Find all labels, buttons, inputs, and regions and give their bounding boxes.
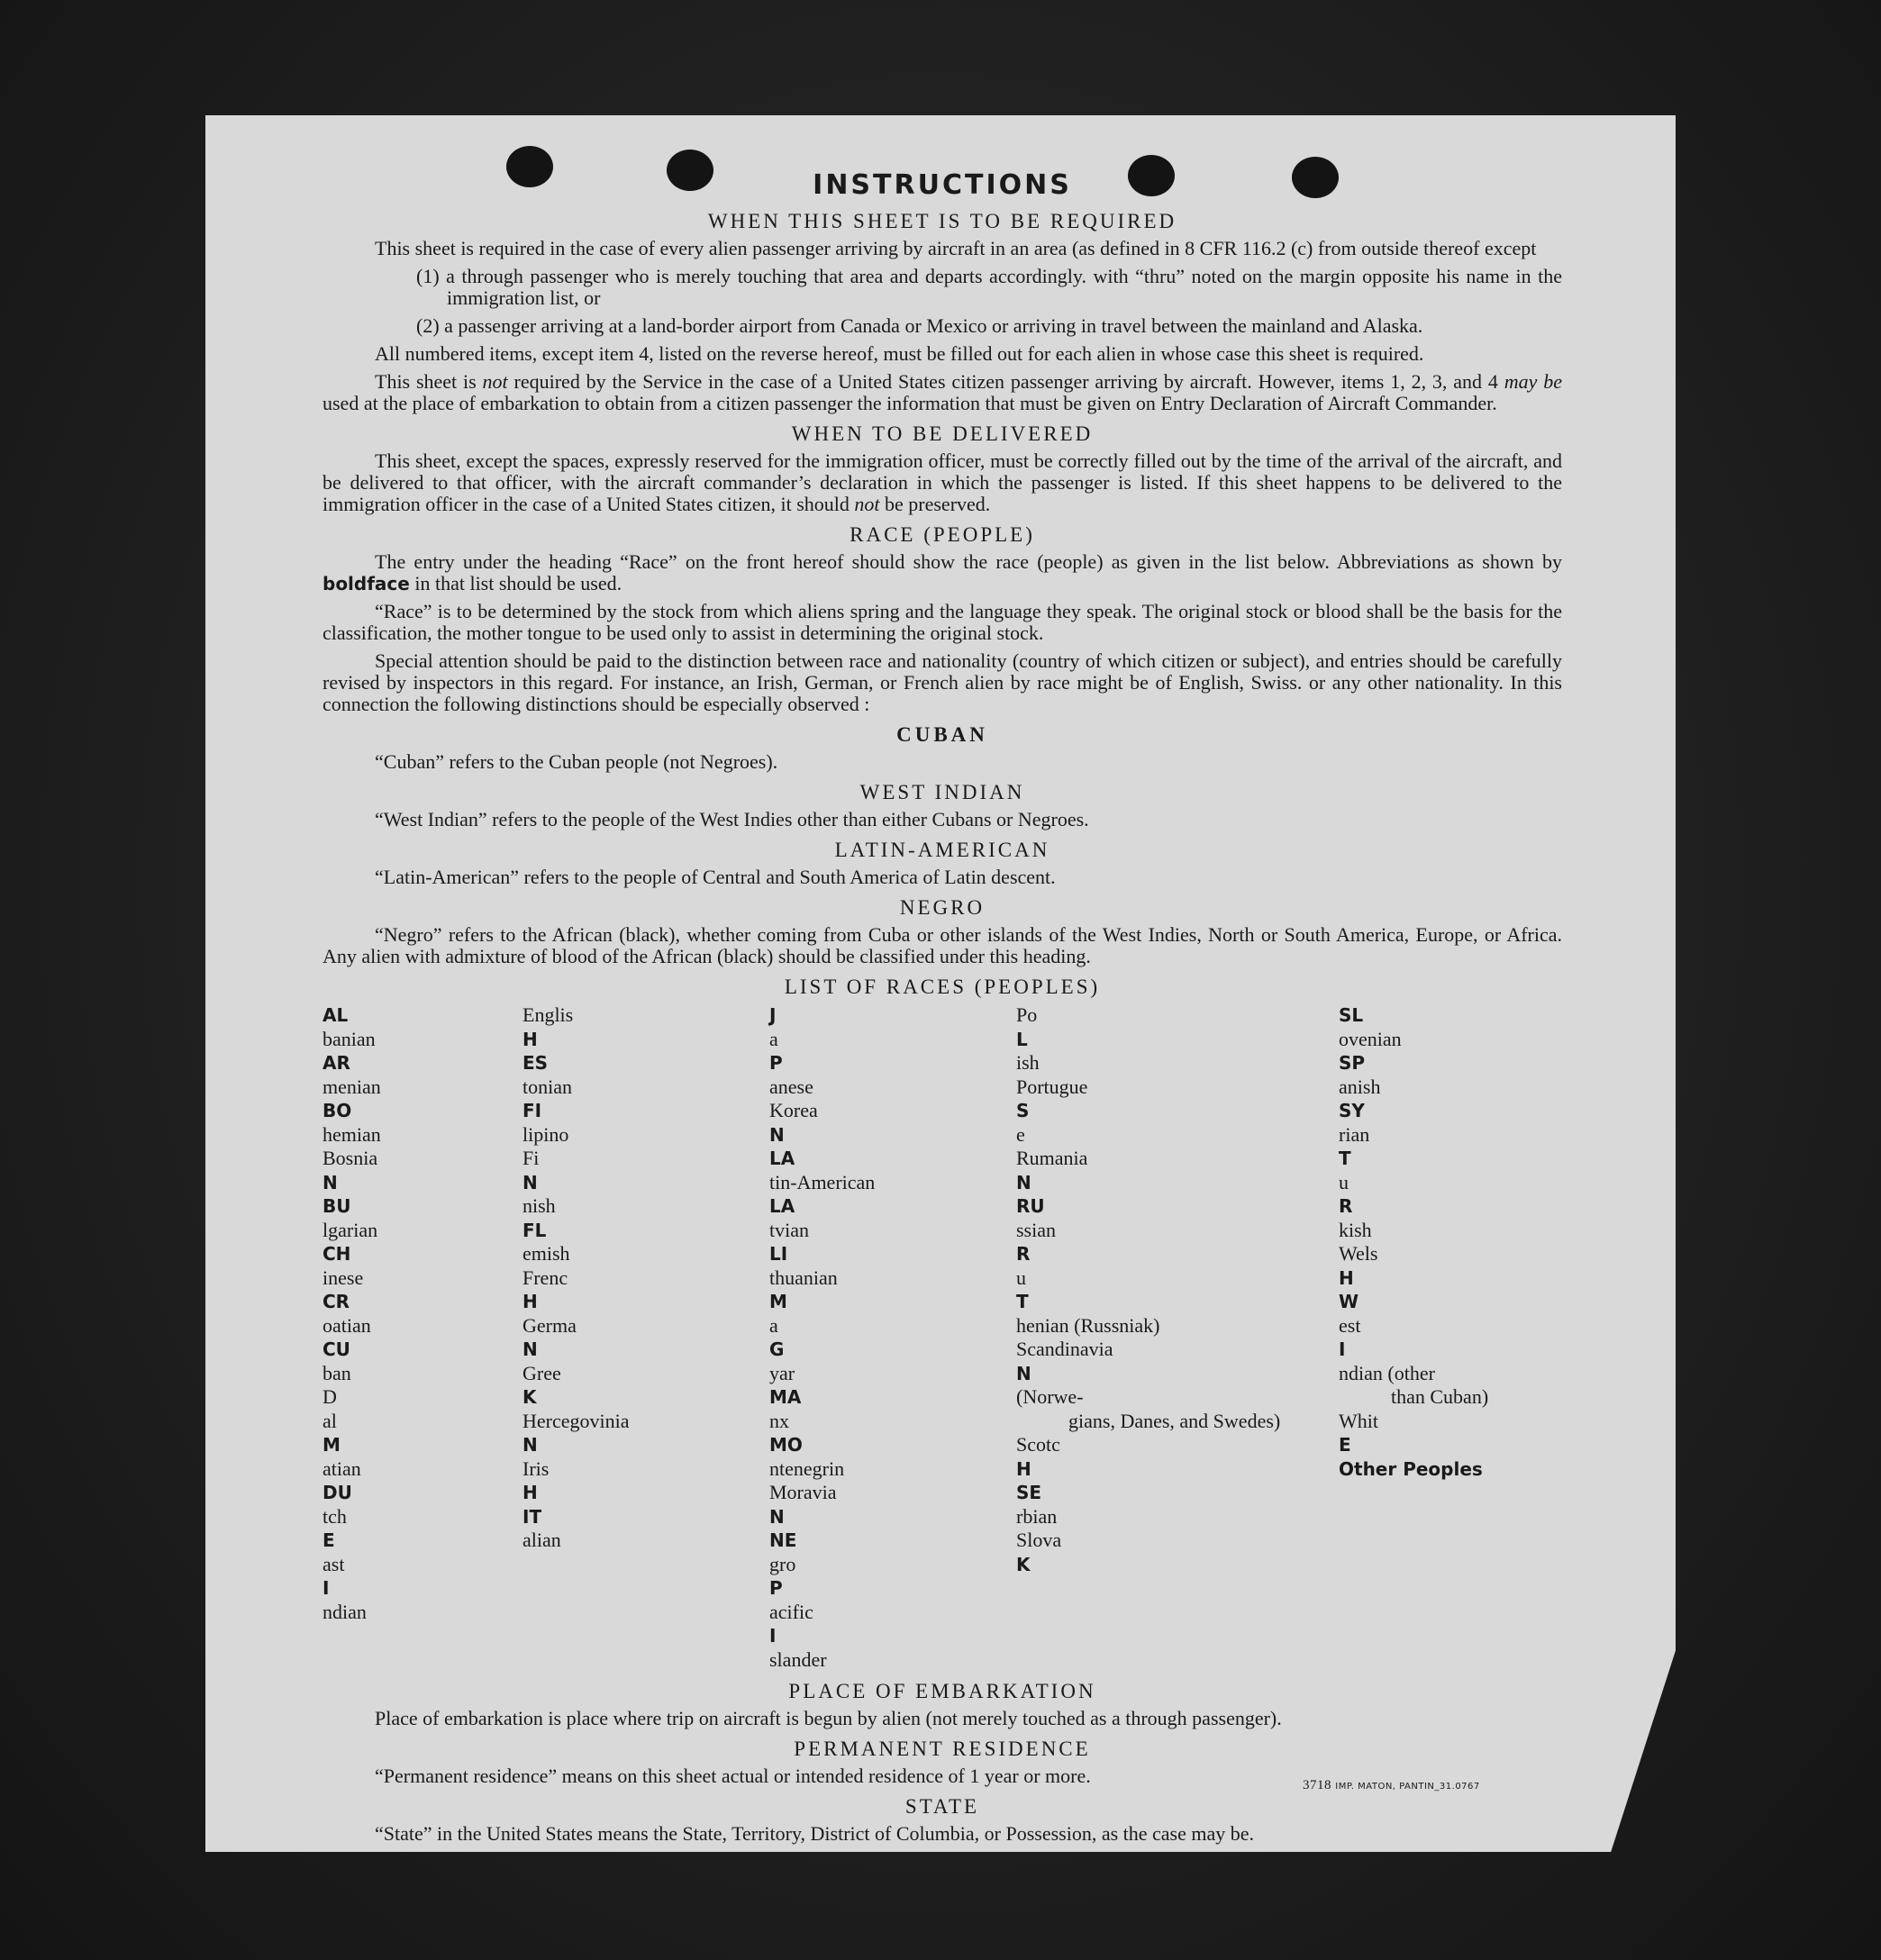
- race-entry: LI thuanian: [769, 1243, 838, 1289]
- race-entry: RU ssian: [1016, 1195, 1056, 1241]
- race-entry: Wels H: [1339, 1242, 1378, 1289]
- race-entry: gians, Danes, and Swedes): [1068, 1409, 1281, 1432]
- races-list: [323, 1003, 1562, 1672]
- races-column: [769, 1003, 1016, 1672]
- footer-form-code: [1303, 1778, 1480, 1793]
- races-column: [1016, 1003, 1339, 1672]
- race-entry: FL emish: [522, 1219, 570, 1265]
- race-entry: Frenc H: [522, 1266, 568, 1312]
- paragraph-cuban: “Cuban” refers to the Cuban people (not Negroes).: [375, 750, 778, 773]
- race-entry: CU ban: [323, 1338, 351, 1384]
- race-entry: SP anish: [1339, 1052, 1381, 1098]
- race-entry: MA nx: [769, 1386, 802, 1432]
- paragraph-delivered: This sheet, except the spaces, expressly reserved for the immigration officer, must be correctly filled out by the time of the arrival of the aircraft, and be delivered to that officer, with the aircraft commander’s declaration in which the passenger is listed. If this sheet happens to be delivered to the immigration officer in the case of a United States citizen, it should not be preserved.: [323, 449, 1562, 515]
- race-entry: ES tonian: [522, 1052, 572, 1098]
- heading-state: STATE: [904, 1795, 980, 1818]
- race-entry: BO hemian: [323, 1100, 381, 1146]
- heading-race: RACE (PEOPLE): [850, 523, 1035, 546]
- race-entry: Germa N: [522, 1313, 577, 1360]
- race-entry: R u T henian (Russniak): [1016, 1243, 1160, 1337]
- races-column: [1339, 1003, 1562, 1672]
- race-entry: Korea N: [769, 1099, 818, 1146]
- heading-when-required: WHEN THIS SHEET IS TO BE REQUIRED: [707, 210, 1177, 232]
- race-entry: E ast I ndian: [323, 1529, 367, 1623]
- race-entry: DU tch: [323, 1482, 352, 1528]
- heading-permanent-residence: PERMANENT RESIDENCE: [794, 1738, 1091, 1760]
- emphasis-not: not: [482, 370, 508, 393]
- race-entry: FI lipino: [522, 1100, 569, 1146]
- race-entry: Hercegovinia N: [522, 1409, 630, 1456]
- race-entry: than Cuban): [1391, 1385, 1489, 1408]
- race-entry: T u R kish: [1339, 1148, 1372, 1241]
- race-entry: CH inese: [323, 1243, 364, 1289]
- race-entry: Iris H: [522, 1456, 550, 1503]
- race-entry: Bosnia N: [323, 1147, 378, 1193]
- emphasis-not: not: [854, 493, 880, 515]
- paragraph-permanent-residence: “Permanent residence” means on this sheet actual or intended residence of 1 year or more.: [375, 1765, 1091, 1787]
- race-entry: Scotc H: [1016, 1433, 1060, 1480]
- paragraph-required: This sheet is required in the case of every alien passenger arriving by aircraft in an area (as defined in 8 CFR 116.2 (c) from outside thereof except: [375, 237, 1537, 259]
- race-entry: M a G yar: [769, 1291, 795, 1384]
- race-entry: P acific I slander: [769, 1577, 827, 1671]
- heading-when-delivered: WHEN TO BE DELIVERED: [791, 422, 1094, 445]
- heading-cuban: CUBAN: [896, 723, 988, 746]
- form-number: 3718: [1303, 1778, 1331, 1792]
- race-entry: Other Peoples: [1339, 1457, 1483, 1480]
- instructions-content: [323, 169, 1562, 1851]
- race-entry: LA tvian: [769, 1195, 809, 1241]
- race-entry: Englis H: [522, 1003, 574, 1050]
- emphasis-may-be: may be: [1504, 370, 1562, 393]
- races-column: [323, 1003, 522, 1672]
- exception-item-1: (1) a through passenger who is merely touching that area and departs accordingly. with “thru” noted on the margin opposite his name in the immigration list, or: [416, 265, 1562, 309]
- paragraph-latin-american: “Latin-American” refers to the people of Central and South America of Latin descent.: [375, 866, 1056, 888]
- race-entry: SL ovenian: [1339, 1004, 1402, 1050]
- printer-imprint: IMP. MATON, PANTIN_31.0767: [1335, 1782, 1480, 1792]
- race-entry: D al M atian: [323, 1385, 361, 1480]
- race-entry: BU lgarian: [323, 1195, 378, 1241]
- race-entry: Gree K: [522, 1361, 561, 1408]
- paragraph-state: “State” in the United States means the State, Territory, District of Columbia, or Possession, as the case may be.: [375, 1822, 1255, 1845]
- race-entry: IT alian: [522, 1505, 561, 1551]
- race-entry: Po L ish: [1016, 1003, 1040, 1074]
- race-entry: SY rian: [1339, 1100, 1370, 1146]
- race-entry: W est I ndian (other: [1339, 1291, 1435, 1384]
- race-entry: Whit E: [1339, 1409, 1378, 1456]
- heading-negro: NEGRO: [899, 896, 986, 919]
- heading-latin-american: LATIN-AMERICAN: [834, 839, 1050, 861]
- race-entry: Fi N nish: [522, 1147, 556, 1217]
- emphasis-boldface: boldface: [323, 573, 410, 594]
- race-entry: AL banian: [323, 1004, 376, 1050]
- race-entry: MO ntenegrin: [769, 1434, 845, 1480]
- paragraph-embarkation: Place of embarkation is place where trip on aircraft is begun by alien (not merely touched as a through passenger).: [375, 1707, 1282, 1729]
- paragraph-citizen: This sheet is not required by the Service in the case of a United States citizen passenger arriving by aircraft. However, items 1, 2, 3, and 4 may be used at the place of embarkation to obtain from a citizen passenger the information that must be given on Entry Declaration of Aircraft Commander.: [323, 370, 1562, 414]
- paragraph-race-stock: “Race” is to be determined by the stock from which aliens spring and the language they speak. The original stock or blood shall be the basis for the classification, the mother tongue to be used only to assist in determining the original stock.: [323, 600, 1562, 644]
- paragraph-race-entry: The entry under the heading “Race” on the front hereof should show the race (people) as given in the list below. Abbreviations as shown by boldface in that list should be used.: [323, 550, 1562, 594]
- page-title: INSTRUCTIONS: [813, 169, 1072, 201]
- heading-embarkation: PLACE OF EMBARKATION: [788, 1680, 1096, 1702]
- race-entry: J a P anese: [769, 1004, 813, 1098]
- paragraph-west-indian: “West Indian” refers to the people of the West Indies other than either Cubans or Negroes.: [375, 808, 1089, 830]
- race-entry: Scandinavia N (Norwe-: [1016, 1338, 1113, 1408]
- race-entry: Slova K: [1016, 1529, 1062, 1575]
- exception-item-2: (2) a passenger arriving at a land-border airport from Canada or Mexico or arriving in travel between the mainland and Alaska.: [416, 314, 1423, 337]
- race-entry: Portugue S e: [1016, 1075, 1088, 1146]
- race-entry: LA tin-American: [769, 1148, 876, 1193]
- heading-west-indian: WEST INDIAN: [859, 781, 1025, 803]
- race-entry: SE rbian: [1016, 1482, 1058, 1528]
- heading-list-of-races: LIST OF RACES (PEOPLES): [784, 975, 1101, 998]
- race-entry: CR oatian: [323, 1291, 371, 1337]
- race-entry: AR menian: [323, 1052, 381, 1098]
- paragraph-negro: “Negro” refers to the African (black), whether coming from Cuba or other islands of the West Indies, North or South America, Europe, or Africa. Any alien with admixture of blood of the African (black) should be classified under this heading.: [323, 923, 1562, 967]
- race-entry: Rumania N: [1016, 1147, 1088, 1193]
- race-entry: NE gro: [769, 1529, 797, 1575]
- race-entry: Moravia N: [769, 1481, 837, 1528]
- paragraph-numbered-items: All numbered items, except item 4, listed on the reverse hereof, must be filled out for each alien in whose case this sheet is required.: [375, 342, 1424, 365]
- paragraph-race-nationality: Special attention should be paid to the distinction between race and nationality (country of which citizen or subject), and entries should be carefully revised by inspectors in this regard. For instance, an Irish, German, or French alien by race might be of English, Swiss. or any other nationality. In this connection the following distinctions should be especially observed :: [323, 649, 1562, 715]
- races-column: [522, 1003, 769, 1672]
